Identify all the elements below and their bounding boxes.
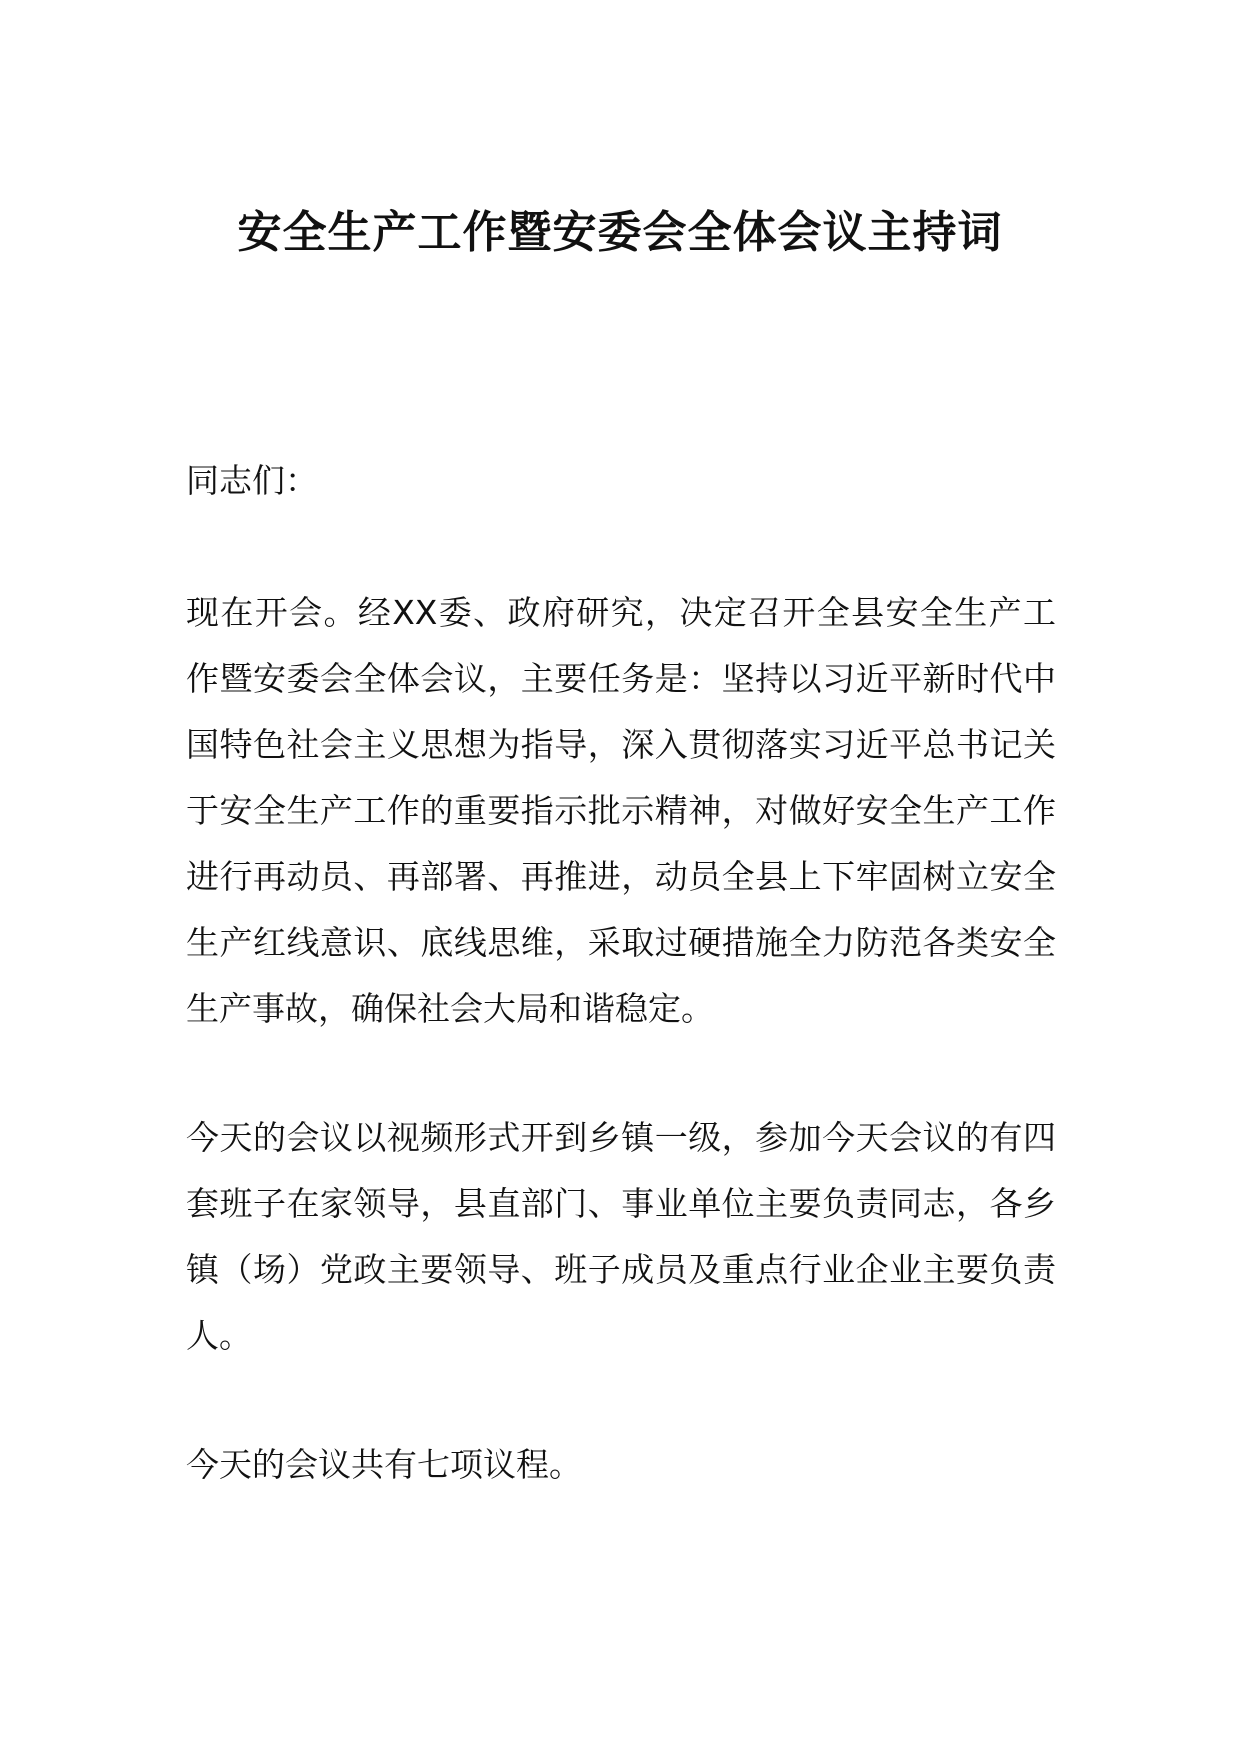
body-paragraph-3: 今天的会议共有七项议程。 [186, 1445, 582, 1484]
body-paragraph-1: 现在开会。经XX委、政府研究，决定召开全县安全生产工作暨安委会全体会议，主要任务是：坚持以习近平新时代中国特色社会主义思想为指导，深入贯彻落实习近平总书记关于安全生产工作的重要指示批示精神，对做好安全生产工作进行再动员、再部署、再推进，动员全县上下牢固树立安全生产红线意识、底线思维，采取过硬措施全力防范各类安全生产事故，确保社会大局和谐稳定。 [186, 593, 1056, 1028]
body-paragraph-2: 今天的会议以视频形式开到乡镇一级，参加今天会议的有四套班子在家领导，县直部门、事业单位主要负责同志，各乡镇（场）党政主要领导、班子成员及重点行业企业主要负责人。 [186, 1118, 1056, 1355]
greeting-paragraph: 同志们： [186, 461, 318, 500]
document-title: 安全生产工作暨安委会全体会议主持词 [237, 207, 1003, 258]
